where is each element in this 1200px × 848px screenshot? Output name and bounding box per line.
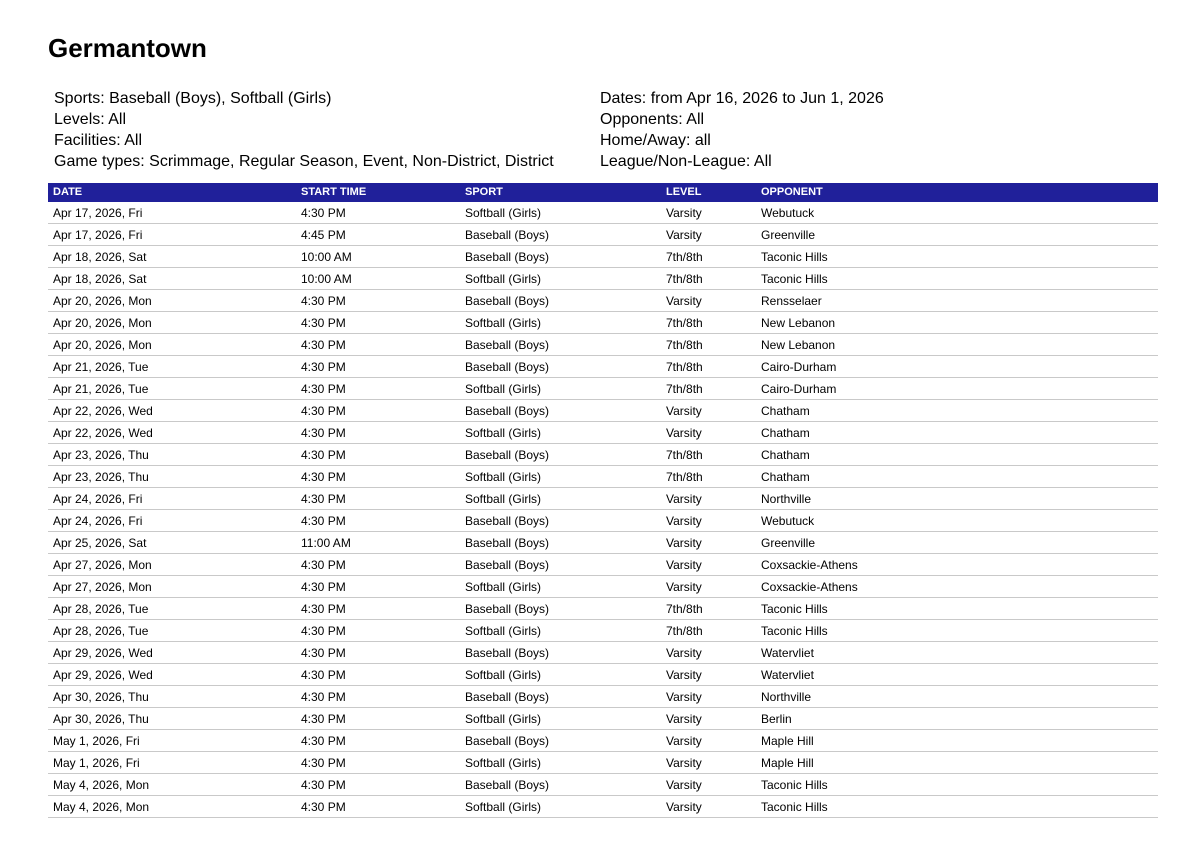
cell-start-time: 4:30 PM — [296, 642, 458, 664]
cell-sport: Baseball (Boys) — [458, 554, 661, 576]
table-row — [48, 378, 1158, 400]
cell-opponent: Northville — [756, 686, 1158, 708]
cell-sport: Baseball (Boys) — [458, 444, 661, 466]
cell-sport: Softball (Girls) — [458, 378, 661, 400]
column-header-sport: SPORT — [458, 183, 661, 202]
table-row — [48, 444, 1158, 466]
cell-sport: Baseball (Boys) — [458, 400, 661, 422]
cell-date: Apr 25, 2026, Sat — [48, 532, 296, 554]
cell-date: Apr 17, 2026, Fri — [48, 202, 296, 224]
cell-sport: Baseball (Boys) — [458, 510, 661, 532]
cell-level: Varsity — [661, 576, 756, 598]
cell-level: Varsity — [661, 400, 756, 422]
cell-sport: Softball (Girls) — [458, 620, 661, 642]
cell-start-time: 4:45 PM — [296, 224, 458, 246]
cell-opponent: Chatham — [756, 466, 1158, 488]
cell-start-time: 4:30 PM — [296, 488, 458, 510]
cell-level: Varsity — [661, 422, 756, 444]
column-header-level: LEVEL — [661, 183, 756, 202]
cell-opponent: Rensselaer — [756, 290, 1158, 312]
cell-level: 7th/8th — [661, 268, 756, 290]
cell-date: Apr 29, 2026, Wed — [48, 642, 296, 664]
schedule-table-body — [48, 202, 1158, 818]
cell-level: 7th/8th — [661, 466, 756, 488]
cell-sport: Baseball (Boys) — [458, 290, 661, 312]
cell-start-time: 4:30 PM — [296, 444, 458, 466]
filter-home-away: Home/Away: all — [600, 132, 711, 149]
cell-opponent: Watervliet — [756, 664, 1158, 686]
cell-level: 7th/8th — [661, 312, 756, 334]
cell-opponent: Cairo-Durham — [756, 356, 1158, 378]
table-row — [48, 246, 1158, 268]
cell-opponent: Webutuck — [756, 202, 1158, 224]
table-row — [48, 708, 1158, 730]
cell-level: Varsity — [661, 554, 756, 576]
cell-start-time: 4:30 PM — [296, 796, 458, 818]
cell-sport: Baseball (Boys) — [458, 356, 661, 378]
table-row — [48, 576, 1158, 598]
cell-opponent: Watervliet — [756, 642, 1158, 664]
cell-opponent: Greenville — [756, 532, 1158, 554]
cell-level: 7th/8th — [661, 356, 756, 378]
cell-level: Varsity — [661, 774, 756, 796]
cell-opponent: Taconic Hills — [756, 246, 1158, 268]
cell-date: Apr 23, 2026, Thu — [48, 444, 296, 466]
filter-dates: Dates: from Apr 16, 2026 to Jun 1, 2026 — [600, 90, 884, 107]
cell-sport: Softball (Girls) — [458, 576, 661, 598]
cell-start-time: 4:30 PM — [296, 598, 458, 620]
cell-date: Apr 21, 2026, Tue — [48, 356, 296, 378]
schedule-table — [48, 183, 1158, 818]
cell-date: Apr 24, 2026, Fri — [48, 488, 296, 510]
cell-start-time: 4:30 PM — [296, 466, 458, 488]
cell-date: Apr 27, 2026, Mon — [48, 576, 296, 598]
cell-sport: Baseball (Boys) — [458, 598, 661, 620]
cell-date: May 1, 2026, Fri — [48, 730, 296, 752]
cell-date: Apr 27, 2026, Mon — [48, 554, 296, 576]
cell-level: Varsity — [661, 488, 756, 510]
cell-start-time: 4:30 PM — [296, 752, 458, 774]
cell-start-time: 4:30 PM — [296, 422, 458, 444]
cell-start-time: 4:30 PM — [296, 510, 458, 532]
cell-level: 7th/8th — [661, 620, 756, 642]
cell-level: Varsity — [661, 510, 756, 532]
cell-sport: Softball (Girls) — [458, 752, 661, 774]
cell-date: Apr 28, 2026, Tue — [48, 620, 296, 642]
table-row — [48, 400, 1158, 422]
cell-sport: Softball (Girls) — [458, 268, 661, 290]
cell-start-time: 4:30 PM — [296, 686, 458, 708]
cell-start-time: 4:30 PM — [296, 356, 458, 378]
table-row — [48, 796, 1158, 818]
cell-level: Varsity — [661, 730, 756, 752]
table-row — [48, 642, 1158, 664]
cell-level: 7th/8th — [661, 246, 756, 268]
column-header-start-time: START TIME — [296, 183, 458, 202]
table-row — [48, 554, 1158, 576]
table-row — [48, 488, 1158, 510]
cell-sport: Softball (Girls) — [458, 488, 661, 510]
table-row — [48, 312, 1158, 334]
cell-start-time: 4:30 PM — [296, 554, 458, 576]
cell-opponent: Berlin — [756, 708, 1158, 730]
cell-sport: Softball (Girls) — [458, 708, 661, 730]
table-row — [48, 356, 1158, 378]
cell-start-time: 10:00 AM — [296, 268, 458, 290]
cell-opponent: Taconic Hills — [756, 598, 1158, 620]
cell-sport: Softball (Girls) — [458, 664, 661, 686]
cell-sport: Baseball (Boys) — [458, 730, 661, 752]
cell-date: Apr 20, 2026, Mon — [48, 334, 296, 356]
cell-start-time: 4:30 PM — [296, 290, 458, 312]
cell-level: Varsity — [661, 532, 756, 554]
cell-opponent: Greenville — [756, 224, 1158, 246]
table-row — [48, 224, 1158, 246]
cell-level: Varsity — [661, 224, 756, 246]
cell-date: Apr 18, 2026, Sat — [48, 246, 296, 268]
table-row — [48, 334, 1158, 356]
filter-sports: Sports: Baseball (Boys), Softball (Girls) — [54, 90, 332, 107]
table-row — [48, 202, 1158, 224]
filter-summary-right — [600, 88, 890, 172]
cell-opponent: Chatham — [756, 444, 1158, 466]
cell-sport: Baseball (Boys) — [458, 532, 661, 554]
cell-start-time: 4:30 PM — [296, 730, 458, 752]
cell-date: Apr 20, 2026, Mon — [48, 290, 296, 312]
cell-date: May 4, 2026, Mon — [48, 774, 296, 796]
cell-start-time: 4:30 PM — [296, 774, 458, 796]
cell-opponent: Taconic Hills — [756, 268, 1158, 290]
cell-date: May 4, 2026, Mon — [48, 796, 296, 818]
cell-date: Apr 23, 2026, Thu — [48, 466, 296, 488]
cell-date: Apr 22, 2026, Wed — [48, 422, 296, 444]
table-row — [48, 532, 1158, 554]
table-row — [48, 774, 1158, 796]
cell-opponent: Taconic Hills — [756, 774, 1158, 796]
cell-date: Apr 20, 2026, Mon — [48, 312, 296, 334]
cell-date: May 1, 2026, Fri — [48, 752, 296, 774]
table-row — [48, 686, 1158, 708]
column-header-date: DATE — [48, 183, 296, 202]
cell-sport: Baseball (Boys) — [458, 686, 661, 708]
cell-start-time: 4:30 PM — [296, 620, 458, 642]
cell-sport: Baseball (Boys) — [458, 774, 661, 796]
cell-date: Apr 24, 2026, Fri — [48, 510, 296, 532]
cell-sport: Softball (Girls) — [458, 796, 661, 818]
cell-sport: Baseball (Boys) — [458, 334, 661, 356]
table-row — [48, 730, 1158, 752]
table-row — [48, 510, 1158, 532]
cell-start-time: 4:30 PM — [296, 664, 458, 686]
cell-level: Varsity — [661, 796, 756, 818]
cell-date: Apr 21, 2026, Tue — [48, 378, 296, 400]
cell-sport: Softball (Girls) — [458, 466, 661, 488]
cell-date: Apr 22, 2026, Wed — [48, 400, 296, 422]
cell-opponent: Taconic Hills — [756, 620, 1158, 642]
cell-level: Varsity — [661, 708, 756, 730]
cell-opponent: Coxsackie-Athens — [756, 576, 1158, 598]
cell-sport: Baseball (Boys) — [458, 224, 661, 246]
cell-opponent: Coxsackie-Athens — [756, 554, 1158, 576]
table-row — [48, 290, 1158, 312]
cell-date: Apr 29, 2026, Wed — [48, 664, 296, 686]
filter-summary — [48, 88, 1155, 172]
cell-start-time: 4:30 PM — [296, 400, 458, 422]
cell-sport: Baseball (Boys) — [458, 642, 661, 664]
filter-facilities: Facilities: All — [54, 132, 143, 149]
cell-sport: Softball (Girls) — [458, 202, 661, 224]
cell-opponent: New Lebanon — [756, 312, 1158, 334]
page-title: Germantown — [48, 33, 207, 63]
table-row — [48, 268, 1158, 290]
cell-level: Varsity — [661, 686, 756, 708]
table-row — [48, 664, 1158, 686]
cell-date: Apr 17, 2026, Fri — [48, 224, 296, 246]
cell-date: Apr 30, 2026, Thu — [48, 708, 296, 730]
cell-opponent: Taconic Hills — [756, 796, 1158, 818]
cell-level: Varsity — [661, 642, 756, 664]
cell-opponent: Maple Hill — [756, 752, 1158, 774]
table-row — [48, 620, 1158, 642]
cell-opponent: Northville — [756, 488, 1158, 510]
cell-start-time: 11:00 AM — [296, 532, 458, 554]
cell-sport: Baseball (Boys) — [458, 246, 661, 268]
cell-level: Varsity — [661, 202, 756, 224]
cell-level: Varsity — [661, 752, 756, 774]
cell-start-time: 4:30 PM — [296, 378, 458, 400]
cell-start-time: 4:30 PM — [296, 334, 458, 356]
cell-opponent: Chatham — [756, 422, 1158, 444]
cell-level: Varsity — [661, 664, 756, 686]
table-row — [48, 598, 1158, 620]
cell-sport: Softball (Girls) — [458, 312, 661, 334]
cell-opponent: Cairo-Durham — [756, 378, 1158, 400]
cell-level: 7th/8th — [661, 378, 756, 400]
cell-level: 7th/8th — [661, 334, 756, 356]
cell-date: Apr 18, 2026, Sat — [48, 268, 296, 290]
column-header-opponent: OPPONENT — [756, 183, 1158, 202]
table-row — [48, 422, 1158, 444]
cell-start-time: 4:30 PM — [296, 312, 458, 334]
table-row — [48, 752, 1158, 774]
table-row — [48, 466, 1158, 488]
filter-league: League/Non-League: All — [600, 153, 772, 170]
cell-start-time: 4:30 PM — [296, 708, 458, 730]
table-header-row — [48, 183, 1158, 202]
filter-game-types: Game types: Scrimmage, Regular Season, Event, Non-District, District — [54, 153, 554, 170]
cell-level: Varsity — [661, 290, 756, 312]
cell-level: 7th/8th — [661, 598, 756, 620]
cell-start-time: 4:30 PM — [296, 576, 458, 598]
cell-opponent: Chatham — [756, 400, 1158, 422]
cell-date: Apr 28, 2026, Tue — [48, 598, 296, 620]
cell-opponent: Maple Hill — [756, 730, 1158, 752]
cell-start-time: 10:00 AM — [296, 246, 458, 268]
cell-opponent: New Lebanon — [756, 334, 1158, 356]
cell-sport: Softball (Girls) — [458, 422, 661, 444]
cell-start-time: 4:30 PM — [296, 202, 458, 224]
filter-summary-left — [54, 88, 600, 172]
filter-levels: Levels: All — [54, 111, 127, 128]
cell-opponent: Webutuck — [756, 510, 1158, 532]
cell-date: Apr 30, 2026, Thu — [48, 686, 296, 708]
cell-level: 7th/8th — [661, 444, 756, 466]
filter-opponents: Opponents: All — [600, 111, 705, 128]
